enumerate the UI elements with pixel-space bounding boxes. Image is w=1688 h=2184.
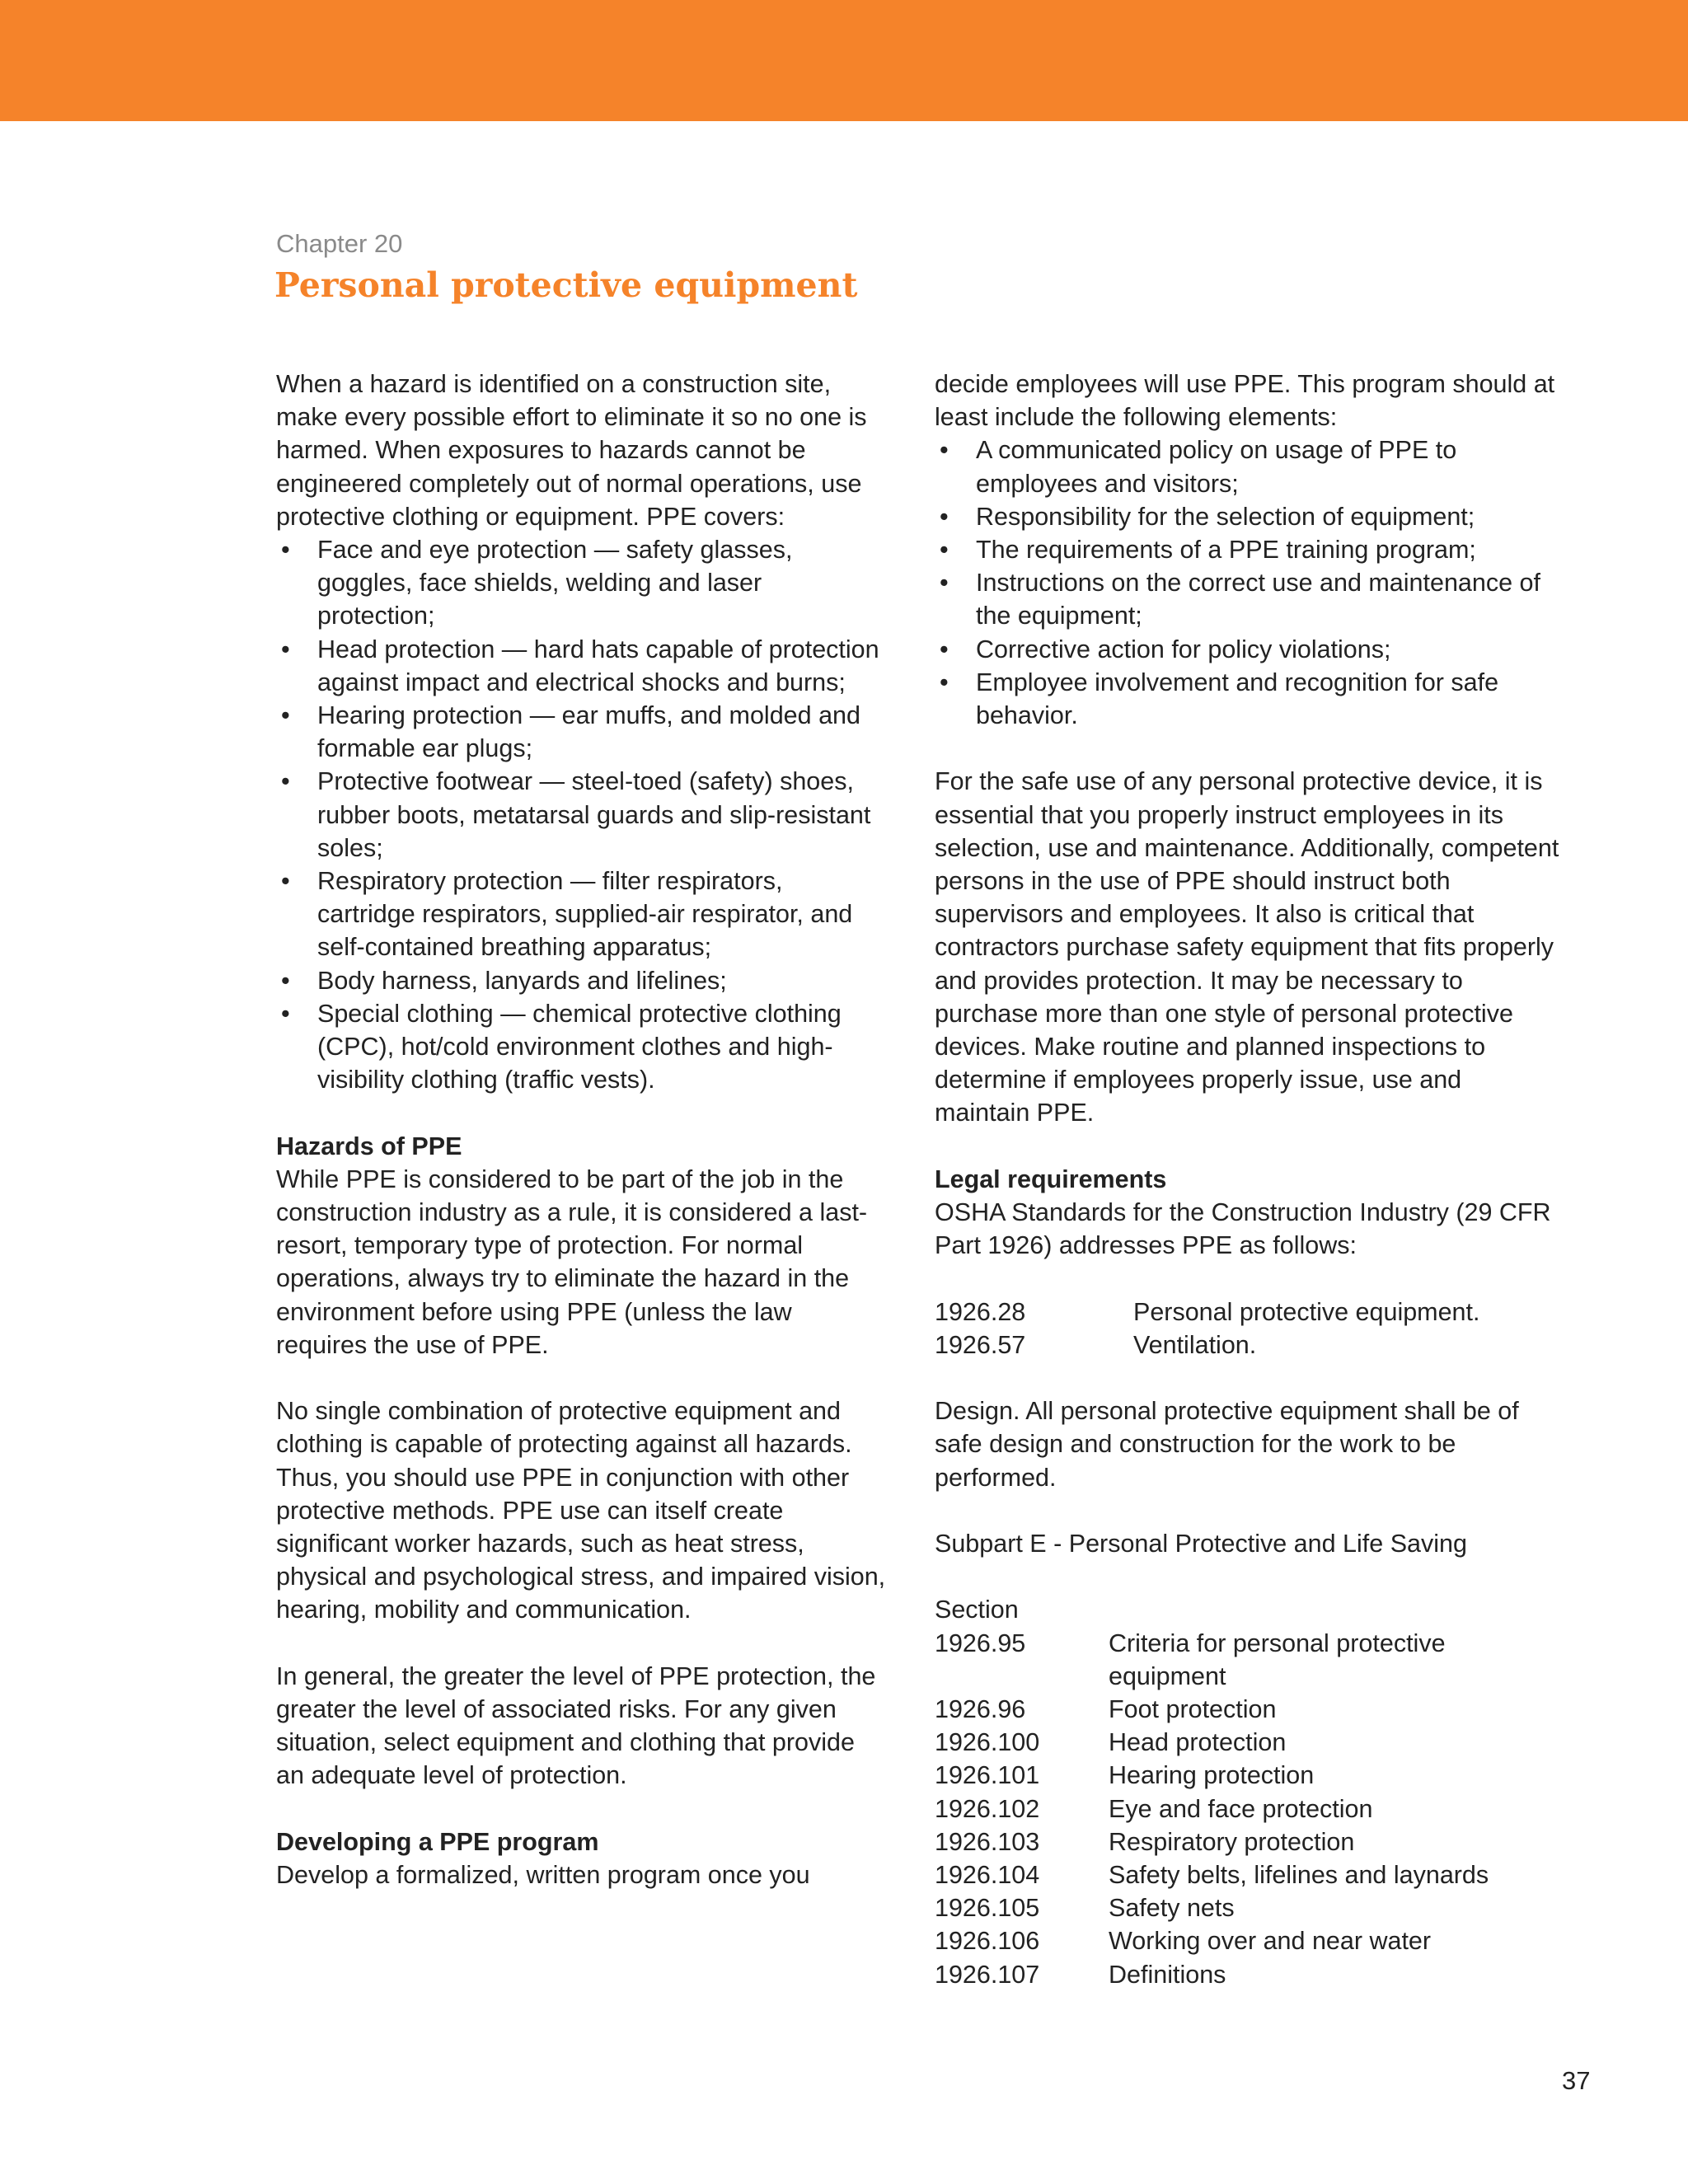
list-item: • Corrective action for policy violations;	[935, 633, 1561, 666]
table-row	[935, 1627, 1561, 1693]
hazards-heading: Hazards of PPE	[276, 1132, 462, 1160]
reference-text: Personal protective equipment.	[1133, 1297, 1480, 1326]
bullet-icon: •	[281, 999, 290, 1028]
section-code: 1926.106	[935, 1927, 1040, 1956]
bullet-icon: •	[940, 668, 949, 696]
program-paragraph: Develop a formalized, written program once you	[276, 1861, 810, 1890]
list-item: • Protective footwear — steel-toed (safety) shoes, rubber boots, metatarsal guards and slip-resistant soles;	[276, 765, 886, 865]
bullet-icon: •	[940, 635, 949, 663]
section-code: 1926.107	[935, 1960, 1040, 1989]
list-item: • Head protection — hard hats capable of protection against impact and electrical shocks and burns;	[276, 633, 886, 699]
section-text: Respiratory protection	[1109, 1827, 1355, 1856]
section-text: Criteria for personal protective equipment	[1109, 1629, 1446, 1690]
hazards-paragraph-2: No single combination of protective equipment and clothing is capable of protecting against all hazards. Thus, you should use PPE in conjunction with other protective methods. PPE use can itself create significant worker hazards, such as heat stress, physical and psychological stress, and impaired vision, hearing, mobility and communication.	[276, 1397, 886, 1624]
bullet-icon: •	[940, 436, 949, 465]
reference-text: Ventilation.	[1133, 1330, 1257, 1359]
section-text: Foot protection	[1109, 1695, 1277, 1724]
section-code: 1926.104	[935, 1861, 1040, 1890]
list-item: • Respiratory protection — filter respirators, cartridge respirators, supplied-air respirator, and self-contained breathing apparatus;	[276, 865, 886, 964]
safe-use-paragraph: For the safe use of any personal protective device, it is essential that you properly instruct employees in its selection, use and maintenance. Additionally, competent persons in the use of PPE should instruct both supervisors and employees. It also is critical that contractors purchase safety equipment that fits properly and provides protection. It may be necessary to purchase more than one style of personal protective devices. Make routine and planned inspections to determine if employees properly issue, use and maintain PPE.	[935, 767, 1559, 1127]
right-column	[935, 368, 1561, 1991]
table-row	[935, 1924, 1561, 1957]
section-text: Eye and face protection	[1109, 1794, 1373, 1823]
reference-row	[935, 1296, 1561, 1329]
bullet-icon: •	[940, 569, 949, 598]
left-column	[276, 368, 886, 1891]
hazards-paragraph-1: While PPE is considered to be part of the job in the construction industry as a rule, it is considered a last-resort, temporary type of protection. For normal operations, always try to eliminate the hazard in the environment before using PPE (unless the law requires the use of PPE.	[276, 1165, 868, 1359]
section-text: Safety belts, lifelines and laynards	[1109, 1861, 1489, 1890]
bullet-icon: •	[281, 767, 290, 796]
section-code: 1926.102	[935, 1794, 1040, 1823]
section-code: 1926.100	[935, 1728, 1040, 1757]
hazards-paragraph-3: In general, the greater the level of PPE protection, the greater the level of associated risks. For any given situation, select equipment and clothing that provide an adequate level of protection.	[276, 1661, 876, 1790]
bullet-icon: •	[940, 502, 949, 531]
list-item: • Body harness, lanyards and lifelines;	[276, 964, 886, 997]
table-row	[935, 1726, 1561, 1759]
section-text: Definitions	[1109, 1960, 1226, 1989]
section-label: Section	[935, 1596, 1019, 1624]
section-code: 1926.95	[935, 1629, 1026, 1657]
table-row	[935, 1759, 1561, 1792]
section-text: Working over and near water	[1109, 1927, 1432, 1956]
list-item: • Hearing protection — ear muffs, and molded and formable ear plugs;	[276, 699, 886, 765]
list-item: • Instructions on the correct use and maintenance of the equipment;	[935, 566, 1561, 632]
section-code: 1926.105	[935, 1894, 1040, 1923]
design-paragraph: Design. All personal protective equipment shall be of safe design and construction for the work to be performed.	[935, 1397, 1519, 1492]
chapter-label: Chapter 20	[276, 229, 403, 258]
list-item: • Employee involvement and recognition for safe behavior.	[935, 666, 1561, 732]
page-number: 37	[1562, 2066, 1591, 2095]
reference-code: 1926.57	[935, 1330, 1026, 1359]
chapter-title: Personal protective equipment	[274, 265, 858, 305]
bullet-icon: •	[281, 635, 290, 663]
section-text: Head protection	[1109, 1728, 1287, 1757]
section-code: 1926.103	[935, 1827, 1040, 1856]
list-item: • A communicated policy on usage of PPE to employees and visitors;	[935, 434, 1561, 499]
table-row	[935, 1858, 1561, 1891]
table-row	[935, 1793, 1561, 1825]
program-continued-paragraph: decide employees will use PPE. This program should at least include the following elements:	[935, 370, 1555, 432]
table-row	[935, 1693, 1561, 1726]
table-row	[935, 1958, 1561, 1991]
program-heading: Developing a PPE program	[276, 1827, 599, 1856]
bullet-icon: •	[281, 867, 290, 896]
sections-table	[935, 1627, 1561, 1991]
reference-row	[935, 1329, 1561, 1361]
bullet-icon: •	[940, 536, 949, 565]
list-item: • Responsibility for the selection of equipment;	[935, 500, 1561, 533]
bullet-icon: •	[281, 536, 290, 565]
table-row	[935, 1891, 1561, 1924]
section-text: Safety nets	[1109, 1894, 1235, 1923]
section-text: Hearing protection	[1109, 1761, 1315, 1790]
legal-paragraph: OSHA Standards for the Construction Industry (29 CFR Part 1926) addresses PPE as follows:	[935, 1198, 1551, 1260]
list-item: • Special clothing — chemical protective clothing (CPC), hot/cold environment clothes and high-visibility clothing (traffic vests).	[276, 997, 886, 1097]
section-code: 1926.101	[935, 1761, 1040, 1790]
program-elements-list	[935, 434, 1561, 732]
top-accent-band	[0, 0, 1688, 121]
intro-paragraph: When a hazard is identified on a construction site, make every possible effort to eliminate it so no one is harmed. When exposures to hazards cannot be engineered completely out of normal operations, use protective clothing or equipment. PPE covers:	[276, 370, 867, 531]
list-item: • Face and eye protection — safety glasses, goggles, face shields, welding and laser protection;	[276, 533, 886, 633]
legal-heading: Legal requirements	[935, 1165, 1167, 1193]
bullet-icon: •	[281, 966, 290, 995]
reference-code: 1926.28	[935, 1297, 1026, 1326]
section-code: 1926.96	[935, 1695, 1026, 1724]
table-row	[935, 1825, 1561, 1858]
bullet-icon: •	[281, 701, 290, 730]
list-item: • The requirements of a PPE training program;	[935, 533, 1561, 566]
subpart-label: Subpart E - Personal Protective and Life Saving	[935, 1530, 1467, 1558]
ppe-covers-list	[276, 533, 886, 1096]
